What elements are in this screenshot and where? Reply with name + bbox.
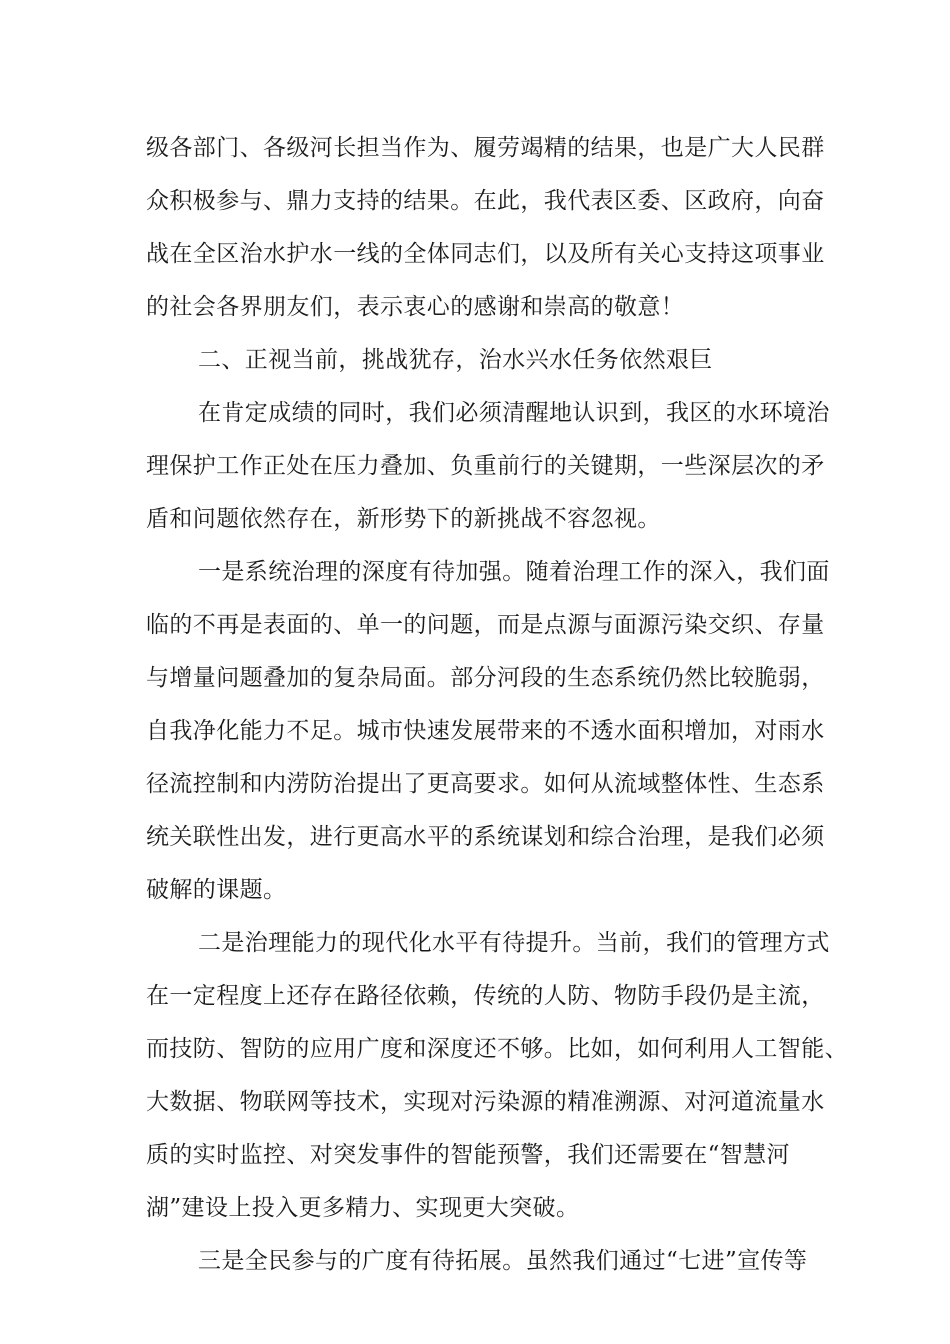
paragraph-first-line: 三是全民参与的广度有待拓展。虽然我们通过“七进”宣传等: [198, 1248, 808, 1274]
paragraph-first-line: 二、正视当前，挑战犹存，治水兴水任务依然艰巨: [198, 347, 713, 373]
paragraph-line: 而技防、智防的应用广度和深度还不够。比如，如何利用人工智能、: [146, 1036, 848, 1062]
paragraph-line: 级各部门、各级河长担当作为、履劳竭精的结果，也是广大人民群: [146, 135, 825, 161]
paragraph-line: 自我净化能力不足。城市快速发展带来的不透水面积增加，对雨水: [146, 718, 825, 744]
paragraph-line: 理保护工作正处在压力叠加、负重前行的关键期，一些深层次的矛: [146, 453, 825, 479]
paragraph-first-line: 在肯定成绩的同时，我们必须清醒地认识到，我区的水环境治: [198, 400, 830, 426]
paragraph-line: 大数据、物联网等技术，实现对污染源的精准溯源、对河道流量水: [146, 1089, 825, 1115]
document-body: [146, 122, 848, 1288]
paragraph-line: 质的实时监控、对突发事件的智能预警，我们还需要在“智慧河: [146, 1142, 790, 1168]
paragraph-line: 破解的课题。: [146, 877, 287, 903]
paragraph-line: 战在全区治水护水一线的全体同志们，以及所有关心支持这项事业: [146, 241, 825, 267]
paragraph-line: 众积极参与、鼎力支持的结果。在此，我代表区委、区政府，向奋: [146, 188, 825, 214]
paragraph-line: 与增量问题叠加的复杂局面。部分河段的生态系统仍然比较脆弱，: [146, 665, 825, 691]
paragraph-first-line: 一是系统治理的深度有待加强。随着治理工作的深入，我们面: [198, 559, 830, 585]
paragraph-first-line: 二是治理能力的现代化水平有待提升。当前，我们的管理方式: [198, 930, 830, 956]
paragraph-line: 在一定程度上还存在路径依赖，传统的人防、物防手段仍是主流，: [146, 983, 825, 1009]
paragraph-line: 径流控制和内涝防治提出了更高要求。如何从流域整体性、生态系: [146, 771, 825, 797]
paragraph-line: 盾和问题依然存在，新形势下的新挑战不容忽视。: [146, 506, 661, 532]
paragraph-line: 临的不再是表面的、单一的问题，而是点源与面源污染交织、存量: [146, 612, 825, 638]
paragraph-line: 的社会各界朋友们，表示衷心的感谢和崇高的敬意！: [146, 294, 685, 320]
paragraph-line: 统关联性出发，进行更高水平的系统谋划和综合治理，是我们必须: [146, 824, 825, 850]
paragraph-line: 湖”建设上投入更多精力、实现更大突破。: [146, 1195, 580, 1221]
